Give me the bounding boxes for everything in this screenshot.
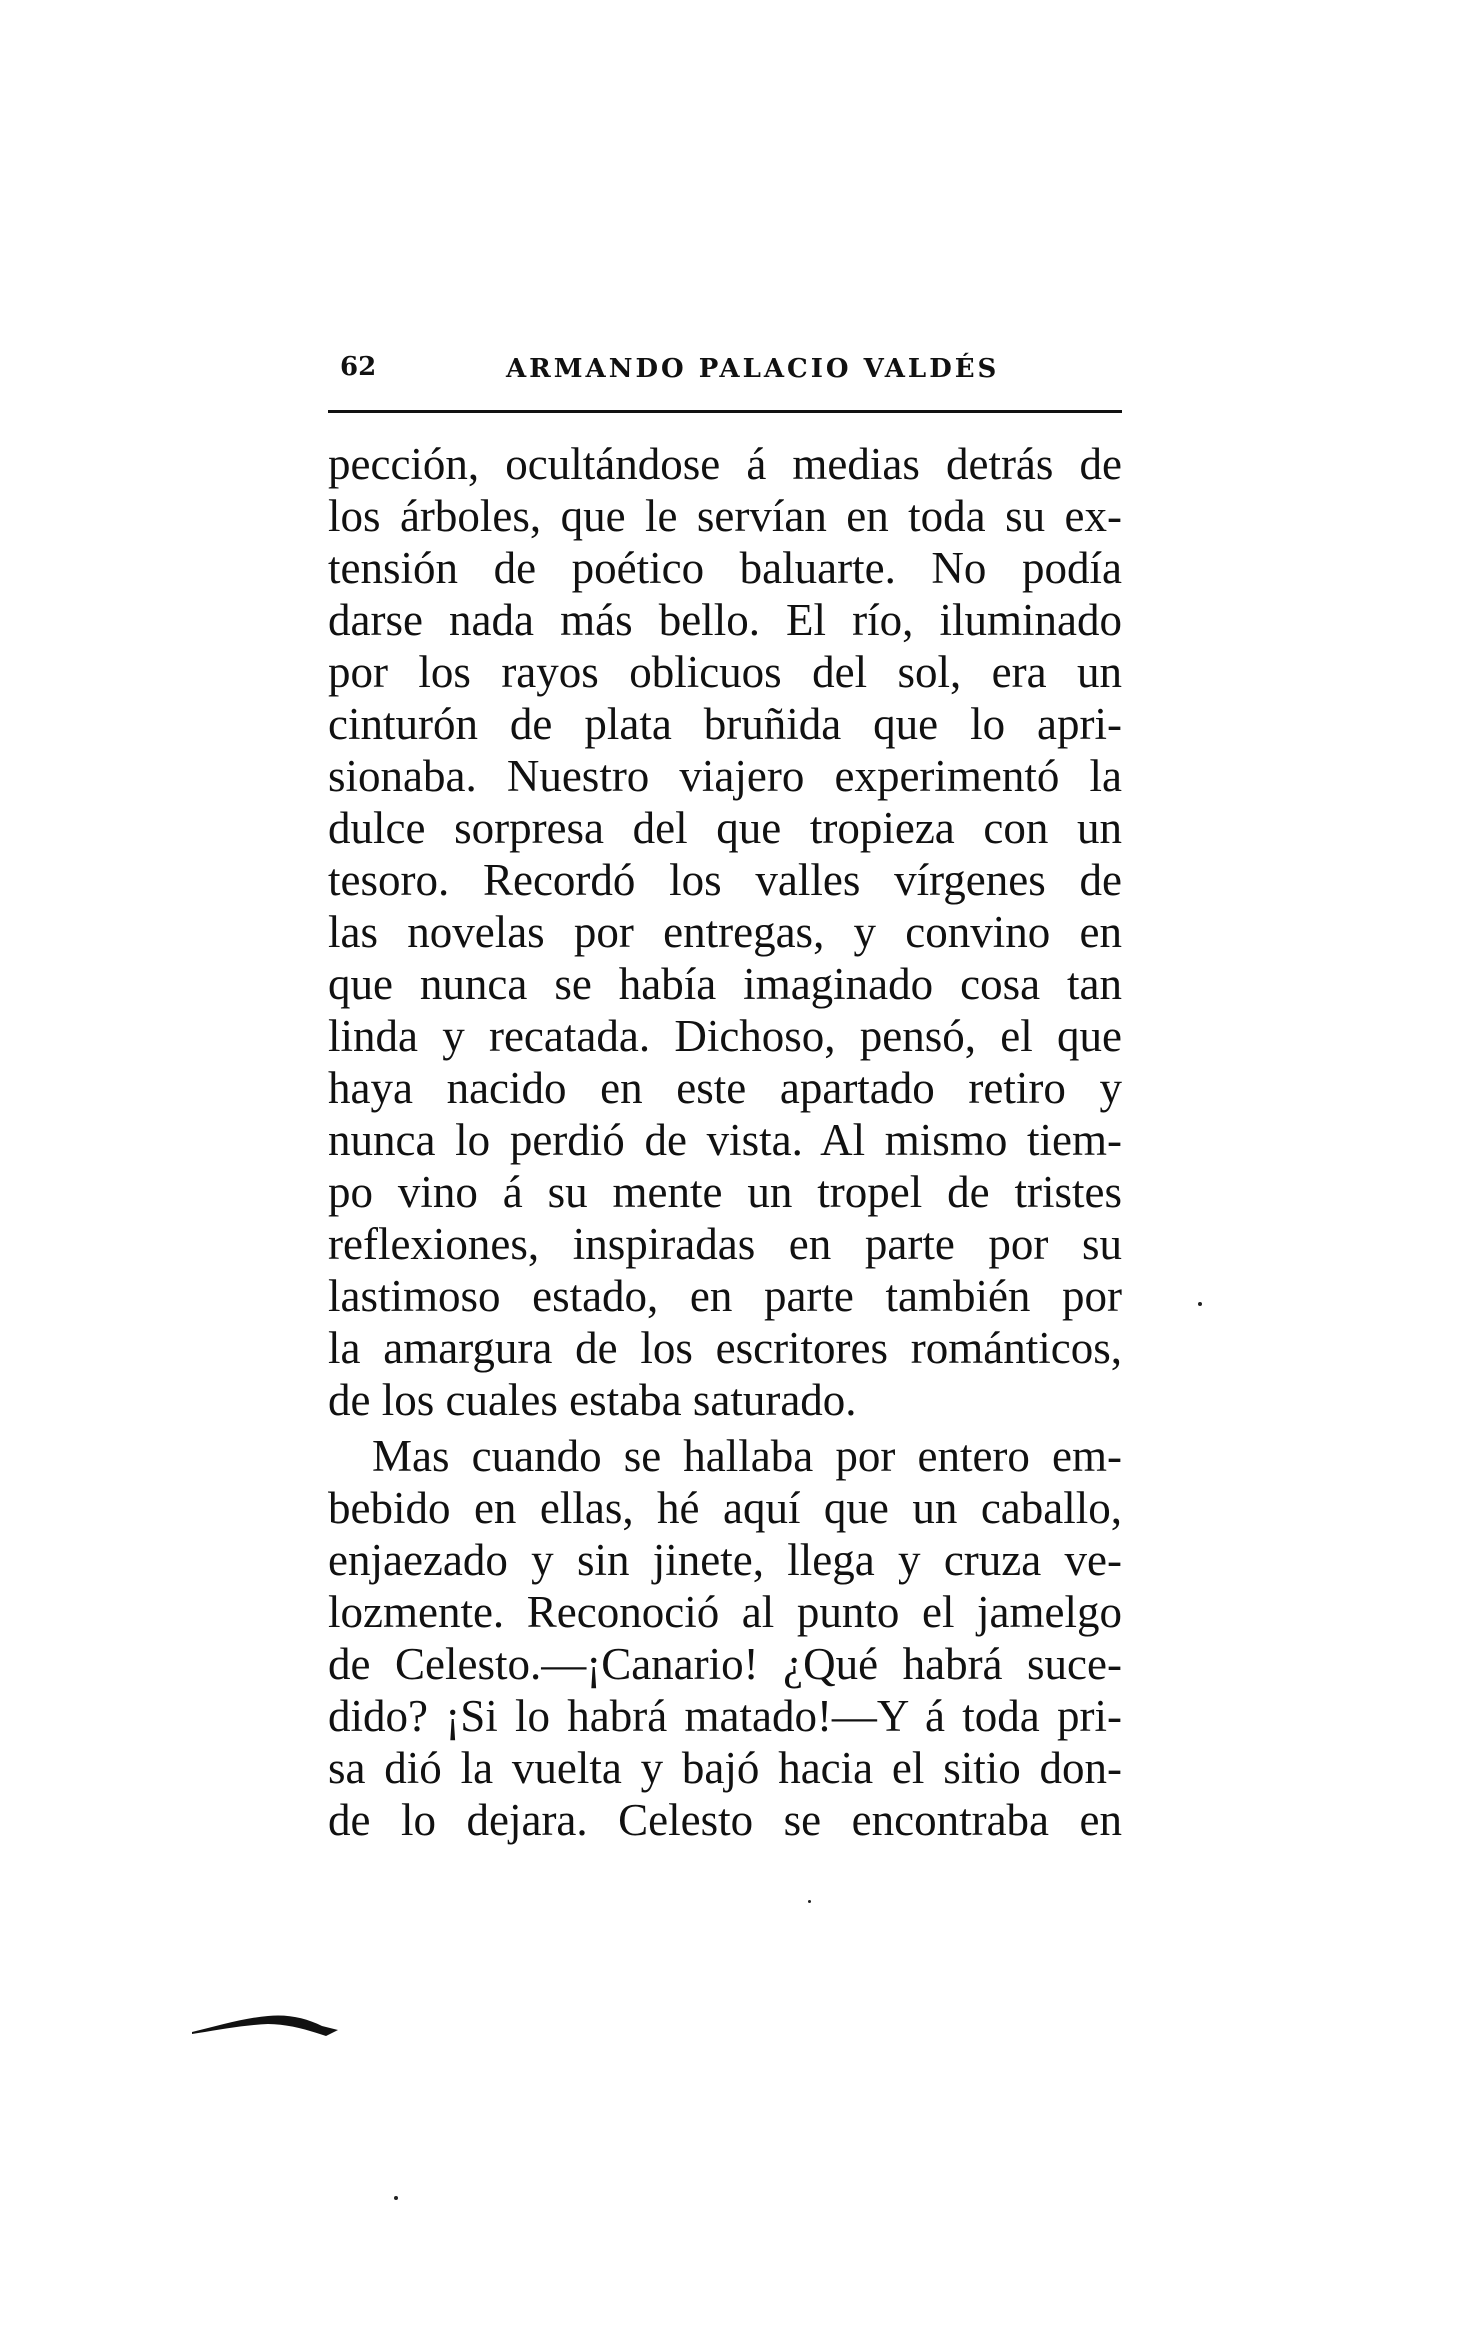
text-line: los árboles, que le servían en toda su ex- xyxy=(328,491,1122,541)
text-line: las novelas por entregas, y convino en xyxy=(328,907,1122,957)
speck-mark xyxy=(808,1900,811,1903)
text-line: tesoro. Recordó los valles vírgenes de xyxy=(328,855,1122,905)
text-line: linda y recatada. Dichoso, pensó, el que xyxy=(328,1011,1122,1061)
text-line: pección, ocultándose á medias detrás de xyxy=(328,439,1122,489)
text-line: Mas cuando se hallaba por entero em- xyxy=(372,1431,1122,1481)
header-rule xyxy=(328,410,1122,413)
speck-mark xyxy=(394,2196,398,2200)
page-number: 62 xyxy=(340,352,377,382)
text-line: haya nacido en este apartado retiro y xyxy=(328,1063,1122,1113)
text-line: po vino á su mente un tropel de tristes xyxy=(328,1167,1122,1217)
text-line: enjaezado y sin jinete, llega y cruza ve- xyxy=(328,1535,1122,1585)
text-line: darse nada más bello. El río, iluminado xyxy=(328,595,1122,645)
text-line: sionaba. Nuestro viajero experimentó la xyxy=(328,751,1122,801)
running-head xyxy=(328,352,1122,392)
text-line: de los cuales estaba saturado. xyxy=(328,1375,857,1425)
body-text xyxy=(328,438,1122,1846)
ink-smudge-mark xyxy=(188,2006,348,2046)
text-line: dido? ¡Si lo habrá matado!—Y á toda pri- xyxy=(328,1691,1122,1741)
text-line: que nunca se había imaginado cosa tan xyxy=(328,959,1122,1009)
text-line: reflexiones, inspiradas en parte por su xyxy=(328,1219,1122,1269)
text-line: por los rayos oblicuos del sol, era un xyxy=(328,647,1122,697)
paragraph xyxy=(328,1430,1122,1846)
text-line: de lo dejara. Celesto se encontraba en xyxy=(328,1795,1122,1845)
text-line: cinturón de plata bruñida que lo apri- xyxy=(328,699,1122,749)
text-line: tensión de poético baluarte. No podía xyxy=(328,543,1122,593)
text-line: la amargura de los escritores románticos, xyxy=(328,1323,1122,1373)
text-line: bebido en ellas, hé aquí que un caballo, xyxy=(328,1483,1122,1533)
text-line: de Celesto.—¡Canario! ¿Qué habrá suce- xyxy=(328,1639,1122,1689)
speck-mark xyxy=(1198,1302,1202,1306)
text-line: lozmente. Reconoció al punto el jamelgo xyxy=(328,1587,1122,1637)
text-line: sa dió la vuelta y bajó hacia el sitio don- xyxy=(328,1743,1122,1793)
text-line: dulce sorpresa del que tropieza con un xyxy=(328,803,1122,853)
text-line: nunca lo perdió de vista. Al mismo tiem- xyxy=(328,1115,1122,1165)
text-line: lastimoso estado, en parte también por xyxy=(328,1271,1122,1321)
running-head-author: ARMANDO PALACIO VALDÉS xyxy=(506,354,1000,384)
paragraph xyxy=(328,438,1122,1426)
